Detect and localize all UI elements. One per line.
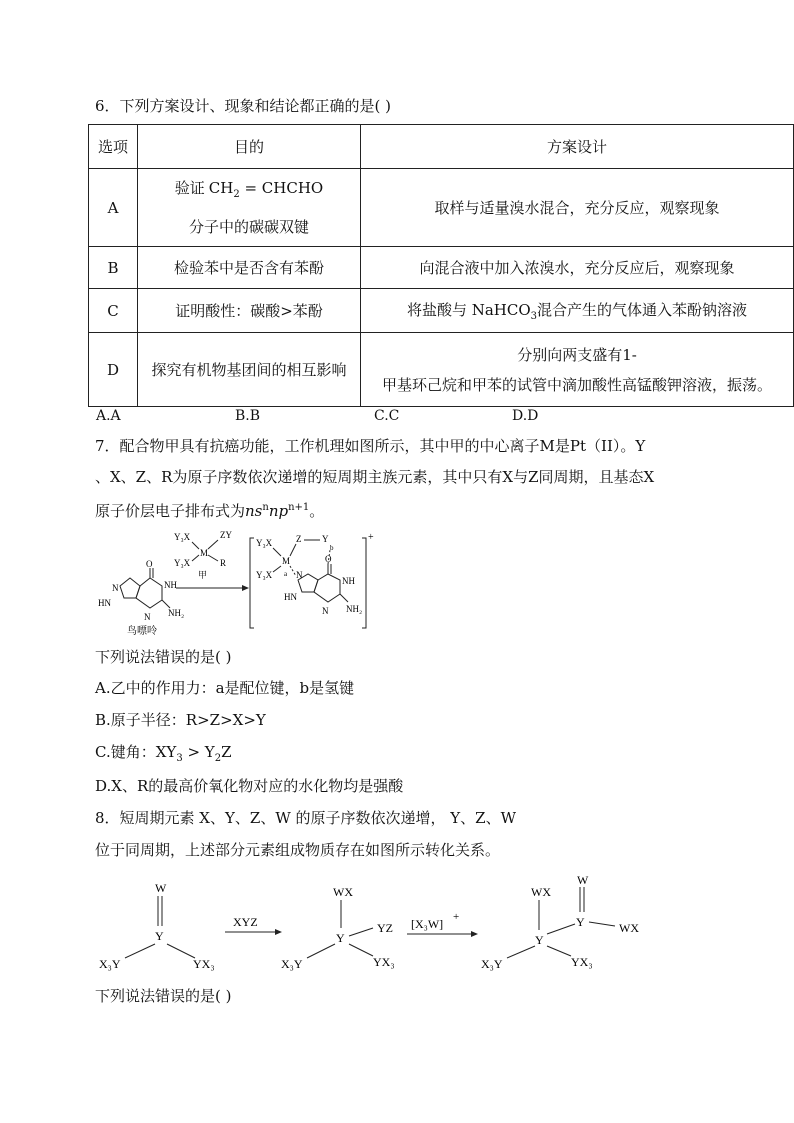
svg-text:NH: NH	[342, 576, 355, 586]
guanine-n7: N	[112, 583, 119, 593]
svg-text:[X₃W]: [X₃W]	[411, 917, 444, 931]
svg-text:+: +	[368, 532, 374, 543]
option-d: D.D	[512, 408, 539, 424]
row-purpose: 检验苯中是否含有苯酚	[138, 247, 361, 289]
row-key: B	[89, 247, 138, 289]
row-key: C	[89, 289, 138, 333]
svg-text:NH₂: NH₂	[346, 604, 363, 614]
q7-option-c: C.键角：$XY_3 > Y_2Z$	[95, 743, 232, 764]
svg-text:X₃Y: X₃Y	[281, 957, 303, 971]
q7-option-d: D.X、R的最高价氧化物对应的水化物均是强酸	[95, 777, 404, 795]
row-purpose: 探究有机物基团间的相互影响	[138, 333, 361, 407]
guanine-hn: HN	[98, 598, 111, 608]
row-design: 向混合液中加入浓溴水，充分反应后，观察现象	[361, 247, 794, 289]
svg-text:Y: Y	[576, 915, 585, 929]
svg-text:Y: Y	[535, 933, 544, 947]
option-c: C.C	[374, 408, 400, 424]
svg-text:R: R	[220, 558, 227, 568]
svg-text:Y: Y	[322, 534, 329, 544]
guanine-name: 鸟嘌呤	[127, 626, 157, 637]
header-purpose: 目的	[138, 125, 361, 169]
svg-text:YX₃: YX₃	[373, 955, 395, 969]
svg-text:YX₃: YX₃	[193, 957, 215, 971]
svg-text:N: N	[322, 606, 329, 616]
q8-question: 下列说法错误的是( )	[95, 987, 232, 1005]
row-key: A	[89, 169, 138, 247]
svg-text:Z: Z	[296, 534, 302, 544]
q7-option-b: B.原子半径：R>Z>X>Y	[95, 711, 266, 729]
svg-text:W: W	[577, 873, 589, 887]
table-row	[89, 333, 794, 407]
svg-text:W: W	[155, 881, 167, 895]
q7-option-a: A.乙中的作用力：a是配位键，b是氢键	[95, 679, 355, 697]
option-a: A.A	[96, 408, 121, 424]
q8-line2: 位于同周期，上述部分元素组成物质存在如图所示转化关系。	[95, 841, 501, 859]
option-b: B.B	[235, 408, 261, 424]
svg-text:XYZ: XYZ	[233, 915, 258, 929]
q6-table	[88, 124, 794, 407]
row-design: 将盐酸与 NaHCO$_3$混合产生的气体通入苯酚钠溶液	[361, 289, 794, 333]
table-row	[89, 289, 794, 333]
svg-text:+: +	[453, 911, 460, 923]
guanine-n3: N	[144, 612, 151, 622]
row-key: D	[89, 333, 138, 407]
svg-text:WX: WX	[333, 885, 353, 899]
q7-reaction-figure	[92, 528, 392, 640]
svg-text:M: M	[200, 548, 209, 558]
svg-text:N: N	[296, 570, 303, 580]
svg-text:甲: 甲	[198, 570, 208, 580]
guanine-nh: NH	[164, 580, 177, 590]
svg-text:Y: Y	[336, 931, 345, 945]
svg-text:HN: HN	[284, 592, 297, 602]
svg-text:Y₃X: Y₃X	[256, 570, 273, 580]
row-design: 分别向两支盛有1- 甲基环己烷和甲苯的试管中滴加酸性高锰酸钾溶液，振荡。	[361, 333, 794, 407]
svg-text:Y₃X: Y₃X	[174, 558, 191, 568]
svg-text:YX₃: YX₃	[571, 955, 593, 969]
svg-text:ZY: ZY	[220, 530, 232, 540]
table-header-row	[89, 125, 794, 169]
svg-text:Y₃X: Y₃X	[174, 532, 191, 542]
svg-text:a: a	[284, 570, 288, 578]
svg-text:b: b	[330, 544, 334, 552]
row-design: 取样与适量溴水混合，充分反应，观察现象	[361, 169, 794, 247]
q7-question: 下列说法错误的是( )	[95, 648, 232, 666]
svg-text:X₃Y: X₃Y	[99, 957, 121, 971]
guanine-o: O	[146, 559, 153, 569]
svg-text:WX: WX	[531, 885, 551, 899]
q7-line3: 原子价层电子排布式为$ns^nnp^{n+1}$。	[95, 502, 325, 520]
row-purpose: 验证 $CH_2$ = CHCHO 分子中的碳碳双键	[138, 169, 361, 247]
table-row	[89, 247, 794, 289]
svg-text:Y: Y	[155, 929, 164, 943]
q7-line1: 7．配合物甲具有抗癌功能，工作机理如图所示，其中甲的中心离子M是Pt（II）。Y	[95, 437, 646, 455]
svg-text:X₃Y: X₃Y	[481, 957, 503, 971]
q8-line1: 8．短周期元素 X、Y、Z、W 的原子序数依次递增， Y、Z、W	[95, 809, 517, 827]
q6-stem: 6．下列方案设计、现象和结论都正确的是( )	[95, 97, 392, 115]
guanine-nh2: NH₂	[168, 608, 185, 618]
svg-text:Y₃X: Y₃X	[256, 538, 273, 548]
q8-transformation-figure	[95, 872, 655, 976]
svg-text:M: M	[282, 556, 291, 566]
svg-text:YZ: YZ	[377, 921, 393, 935]
header-design: 方案设计	[361, 125, 794, 169]
q7-line2: 、X、Z、R为原子序数依次递增的短周期主族元素，其中只有X与Z同周期，且基态X	[95, 468, 655, 486]
svg-text:WX: WX	[619, 921, 639, 935]
svg-text:O: O	[325, 554, 332, 564]
row-purpose: 证明酸性：碳酸>苯酚	[138, 289, 361, 333]
header-option: 选项	[89, 125, 138, 169]
table-row	[89, 169, 794, 247]
